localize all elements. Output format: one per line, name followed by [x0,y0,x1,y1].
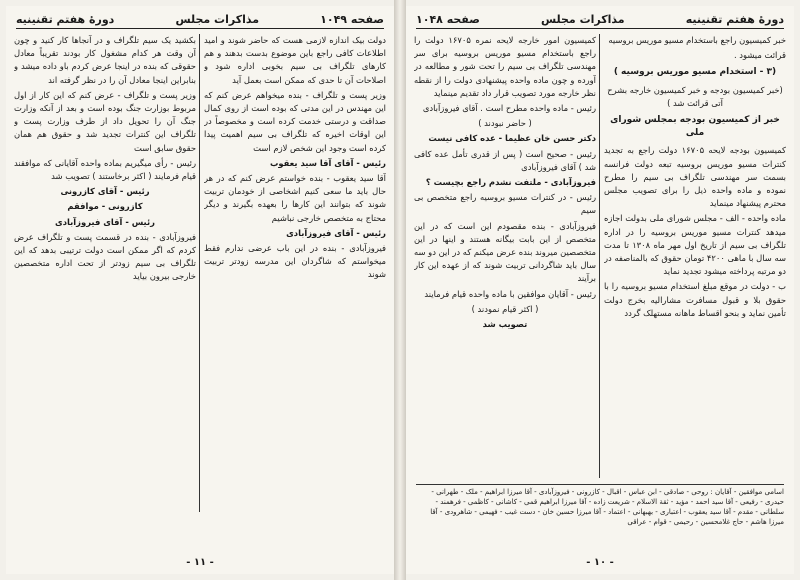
paragraph: فیروزآبادی - بنده در قسمت پست و تلگراف عرض کردم که اگر ممکن است دولت ترتیبی بدهد که این تلگراف بی سیم زودتر از تحت اداره متخصصین خارجی بیرون بیاید [14,231,196,282]
page-header [416,10,784,29]
page-1049 [6,6,394,574]
paragraph: دولت بیک اندازه لازمی هست که حاضر شوند و امید اطلاعات کافی راجع باین موضوع بدست بدهند و هم کارهای تلگراف بی سیم بخوبی اداره شود و اصلاحات آن تا حدی که ممکن است بعمل آید [204,35,386,85]
paragraph: ماده واحده - الف - مجلس شورای ملی بدولت اجازه میدهد کنترات مسیو موریس بروسیه را در اداره تلگراف بی سیم از تاریخ اول مهر ماه ۱۳۰۸ تا مدت سه سال با ماهی ۴۲۰۰ تومان حقوق که بالمناصفه در دو مرتبه پرداخته میشود تجدید نماید [604,213,786,277]
paragraph: قرائت میشود . [733,50,786,61]
speaker-line: رئیس - آقای کازرونی [60,186,150,197]
page-1048 [406,6,794,574]
page-footer-number: - ۱۰ - [586,557,614,568]
header-page-number: صفحه ۱۰۴۹ [320,12,384,26]
column-right [204,34,386,534]
speaker-line: رئیس - آقای آقا سید یعقوب [269,157,386,168]
paragraph: تصویب شد [482,319,528,330]
speaker-line: رئیس - آقای فیروزآبادی [286,227,386,238]
page-footer-number: - ۱۱ - [186,557,214,568]
vote-footnote: اسامی موافقین - آقایان : روحی - صادقی - ابن عباس - اقبال - کازرونی - فیروزآبادی - آقا میرزا ابراهیم - ملک - طهرانی - حیدری - رفیعی - آقا سید احمد - مؤید - ثقة الاسلام - شریعت زاده - آقا میرزا ابراهیم قمی - کاشانی - کاظمی - فرهمند - سلطانی - مقدم - آقا سید یعقوب - اعتباری - بهبهانی - اعتماد - آقا میرزا حسین خان - دست غیب - فهیمی - شاهرودی - آقا میرزا هاشم - حاج غلامحسین - رحیمی - قوام - عراقی [416,484,784,549]
column-left [414,34,596,480]
paragraph: وزیر پست و تلگراف - عرض کنم که این کار از اول مربوط بوزارت جنگ بوده است و بعد از آنکه وزارت جنگ آن را تحویل داد از طرف وزارت پست و تلگراف این کنترات تجدید شد و حقوق هم همان حقوق سابق است [14,89,196,153]
paragraph: رئیس - در کنترات مسیو بروسیه راجع متخصص بی سیم [414,192,596,216]
book-gutter [394,0,406,580]
paragraph: فیروزآبادی - بنده مقصودم این است که در این متخصص از این بابت بیگانه هستند و اینها در این متخصصین میروند بنده عرض میکنم که در این دو سه سال باید شاگردانی تربیت شوند که از عهده این کار برآیند [414,220,596,284]
header-session: دورهٔ هفتم تقنینیه [16,12,115,26]
paragraph: رئیس - ماده واحده مطرح است . آقای فیروزآبادی [422,103,596,114]
speaker-line: کازرونی - موافقم [67,201,143,212]
column-divider [199,34,200,512]
paragraph: ( حاضر نبودند ) [478,118,532,129]
paragraph: رئیس - آقایان موافقین با ماده واحده قیام فرمایند [424,288,596,299]
speaker-line: فیروزآبادی - ملتفت نشدم راجع بچیست ؟ [425,177,596,188]
paragraph: وزیر پست و تلگراف - بنده میخواهم عرض کنم که این مهندس در این مدتی که بوده است از روی کمال صداقت و درستی خدمت کرده است و مخصوصاً در این اوقات اخیره که تلگراف بی سیم اهمیت پیدا کرده است وجود این شخص لازم است [204,89,386,153]
paragraph: ب - دولت در موقع مبلغ استخدام مسیو بروسیه را با حقوق بلا و قبول مسافرت مشارالیه بخرج دولت تأمین نماید و بنحو اقساط ماهانه مستهلک گردد [604,281,786,318]
paragraph: آقا سید یعقوب - بنده خواستم عرض کنم که در هر حال باید ما سعی کنیم اشخاصی از خودمان تربیت شوند که بتوانند این کارها را بعهده بگیرند و دیگر محتاج به متخصص خارجی نباشیم [204,173,386,223]
paragraph: کمیسیون بودجه لایحه ۱۶۷۰۵ دولت راجع به تجدید کنترات مسیو موریس بروسیه تبعه دولت فرانسه بسمت سر مهندسی تلگراف بی سیم را مطرح نموده و ماده واحده ذیل را برای تصویب مجلس محترم پیشنهاد مینماید [604,145,786,209]
paragraph: فیروزآبادی - بنده در این باب عرضی ندارم فقط میخواستم که شاگردان این مدرسه زودتر تربیت شوند [204,243,386,280]
paragraph: بکشید یک سیم تلگراف و در آنجاها کار کنید و چون آن وقت هر کدام مشغول کار بودند تقریباً معادل حقوقی که بنده در اینجا عرض کردم باو داده میشد و بنابراین اینجا معادل آن را در نظر گرفته اند [14,35,196,85]
speaker-line: دکتر حسن خان عظیما - عده کافی نیست [428,133,596,144]
header-title: مذاکرات مجلس [540,12,625,26]
header-page-number: صفحه ۱۰۴۸ [416,12,480,26]
paragraph: رئیس - رأی میگیریم بماده واحده آقایانی که موافقند قیام فرمایند ( اکثر برخاستند ) تصویب شد [14,157,196,182]
paragraph: (خبر کمیسیون بودجه و خبر کمیسیون خارجه بشرح آتی قرائت شد ) [607,84,783,108]
section-heading: خبر از کمیسیون بودجه بمجلس شورای ملی [610,115,780,139]
paragraph: رئیس - صحیح است ( پس از قدری تأمل عده کافی شد ) آقای فیروزآبادی [414,148,596,172]
paragraph: کمیسیون امور خارجه لایحه نمره ۱۶۷۰۵ دولت را راجع باستخدام مسیو موریس بروسیه برای سر مهندسی تلگراف بی سیم را تحت شور و مطالعه در آورده و چون ماده واحده پیشنهادی دولت را از نقطه نظر خارجه مورد تصویب قرار داد تقدیم مینماید [414,35,596,98]
section-heading: (۳ - استخدام مسیو موریس بروسیه ) [613,67,777,78]
header-title: مذاکرات مجلس [175,12,260,26]
column-left [14,34,196,534]
column-divider [599,34,600,478]
paragraph: ( اکثر قیام نمودند ) [471,303,539,314]
header-session: دورهٔ هفتم تقنینیه [685,12,784,26]
page-header [16,10,384,29]
paragraph: خبر کمیسیون راجع باستخدام مسیو موریس بروسیه [608,35,786,45]
column-right [604,34,786,480]
speaker-line: رئیس - آقای فیروزآبادی [55,216,155,227]
